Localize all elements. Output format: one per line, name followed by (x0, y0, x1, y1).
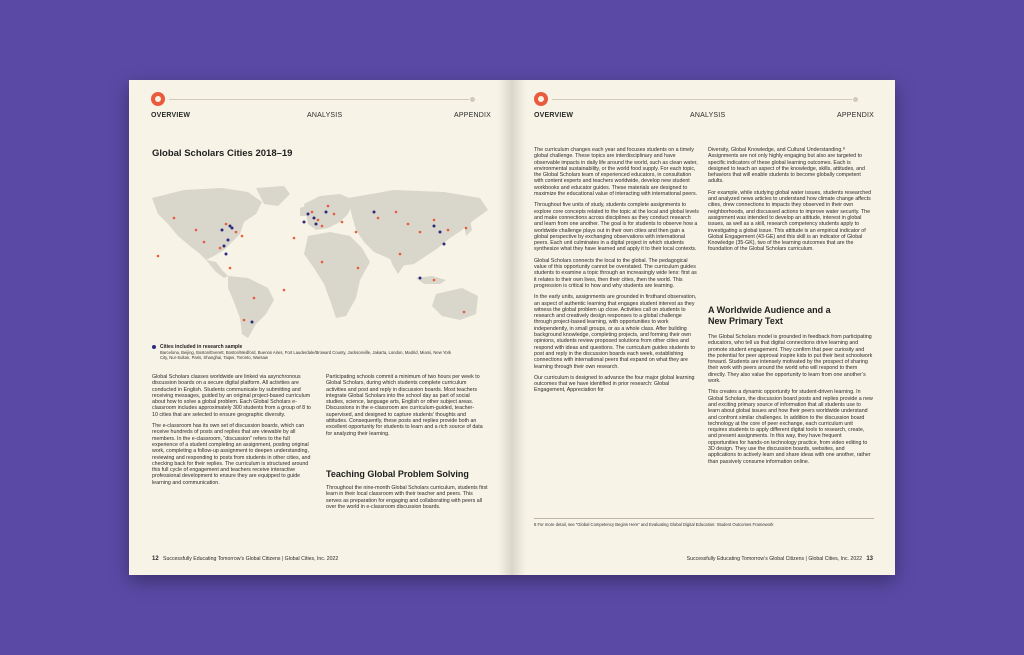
nav-analysis[interactable]: ANALYSIS (307, 112, 343, 119)
right-footer (687, 556, 873, 562)
left-column-2b (326, 485, 488, 515)
world-map (144, 184, 498, 342)
paragraph: Throughout five units of study, students complete assignments to explore core concepts related to the topic at the local and global levels and make connections across disciplines as they conduct research and learn from one another. The goal is for students to observe how a worldwide challenge plays out in their own cities and then gain a global perspective by exchanging observations with international peers. Each unit culminates in a digital project in which students synthesize what they have learned and apply it to their local contexts. (534, 202, 699, 253)
right-progress-nav (534, 92, 874, 122)
paragraph: For example, while studying global water issues, students researched and analyzed news articles to understand how climate change affects cities, drew connections to impacts they observed in their own neighborhoods, and discussed actions to improve water security. The assignment was intended to develop an attitude, interest in global issues, as well as a skill, research competency students apply to investigating a global issue. This attitude is an empirical indicator of Global Engagement (43-GE) and this skill is an indicator of Global Knowledge (35-GK), two of the learning outcomes that are the foundation of the Global Scholars curriculum. (708, 189, 872, 253)
uk-shape (300, 206, 306, 216)
central-america-shape (206, 260, 228, 278)
progress-end-marker (470, 97, 475, 102)
right-column-1 (534, 147, 699, 399)
left-page (129, 80, 512, 575)
right-column-2 (708, 147, 873, 258)
right-page (512, 80, 895, 575)
nav-analysis[interactable]: ANALYSIS (690, 112, 726, 119)
paragraph: Throughout the nine-month Global Scholars curriculum, students first learn in their local classroom with their teacher and peers. This serves as preparation for engaging and collaborating with peers all over the world in e-classroom discussion boards. (326, 485, 488, 510)
footer-text: Successfully Educating Tomorrow’s Global Citizens | Global Cities, Inc. 2022 (163, 556, 339, 562)
progress-line (169, 99, 469, 100)
paragraph: This creates a dynamic opportunity for student-driven learning. In Global Scholars, the discussion board posts and replies provide a new and exciting primary source of information that all students use to learn about global issues and how their peers worldwide understand and confront similar challenges. In addition to the discussion board technology at the core of peer exchange, each curriculum unit requires students to apply different digital tools to research, create, and present assignments. In this way, they have frequent opportunities for hands-on technology practice, from video editing to 3D design. They use the discussion boards, websites, and applications to actively learn and share ideas with one another, rather than passively consume information online. (708, 389, 873, 465)
progress-line (552, 99, 852, 100)
paragraph: Diversity, Global Knowledge, and Cultural Understanding.⁸ Assignments are not only highly engaging but also are targeted to specific indicators of these global learning outcomes. Each is designed to teach an aspect of the knowledge, skills, attitudes, and behaviors that will enable students to become globally competent adults. (708, 147, 865, 185)
left-footer (152, 556, 338, 562)
legend-title: Cities included in research sample (160, 344, 243, 350)
progress-current-marker (534, 92, 548, 106)
legend-dot (152, 345, 156, 349)
legend-cities: Barcelona, Beijing, Boston/Everett, Boston/Medford, Buenos Aires, Fort Lauderdale/Broward County, Jacksonville, Jakarta, London, Madrid, Miami, New York City, Nur-Sultan, Paris, Shanghai, Taipei, Toronto, Warsaw (160, 350, 452, 360)
paragraph: Participating schools commit a minimum of two hours per week to Global Scholars, during which students complete curriculum activities and post and reply in discussion boards. Most teachers integrate Global Scholars into the school day as part of social studies, science, language arts, English or other subject areas. Discussions in the e-classroom are curriculum-guided, teacher-supervised, and designed to capture students’ thoughts and attitudes. Consequently, these posts and replies provide both an excellent opportunity for students to learn and a rich source of data for analyzing their learning. (326, 374, 483, 437)
paragraph: In the early units, assignments are grounded in firsthand observation, an aspect of authentic learning that engages student interest as they witness the global problem up close. Activities call on students to research and creatively design responses to a global challenge through project-based learning, with opportunities to work independently, in small groups, or as a whole class. After building background knowledge, completing projects, and forming their own opinions, students review proposed solutions from other cities and respond with ideas and questions. The curriculum guides students to post and reply in the discussion boards each week, establishing connections with international peers that expand on what they are learning through their own research. (534, 294, 697, 370)
land-masses (152, 186, 488, 338)
page-number: 13 (866, 556, 873, 562)
page-number: 12 (152, 556, 159, 562)
section-heading: A Worldwide Audience and a New Primary Text (708, 305, 831, 326)
book-spread (129, 80, 895, 575)
right-column-2b (708, 334, 873, 470)
left-progress-nav (151, 92, 491, 122)
section-heading: Teaching Global Problem Solving (326, 469, 469, 479)
footnote: 8 For more detail, see “Global Competency Begins Here” and Evaluating Global Digital Education: Student Outcomes Framework (534, 522, 774, 527)
africa-shape (304, 232, 370, 318)
footer-text: Successfully Educating Tomorrow’s Global Citizens | Global Cities, Inc. 2022 (686, 556, 862, 562)
paragraph: Global Scholars connects the local to the global. The pedagogical value of this opportunity cannot be overstated. The curriculum guides students to examine a topic through an increasingly wide lens: first as it relates to their own lives, then their cities, then the world. This progression is critical to how and why students are learning. (534, 257, 697, 289)
paragraph: The curriculum changes each year and focuses students on a timely global challenge. These topics are interdisciplinary and have observable impacts in daily life around the world, such as clean water, environmental sustainability, or the world food supply. For each topic, the Global Scholars team of experienced educators, in consultation with content experts and teachers worldwide, develop new student workbooks and educator guides. These materials are designed to maximize the educational value of interacting with international peers. (534, 147, 698, 198)
nav-appendix[interactable]: APPENDIX (454, 112, 491, 119)
australia-shape (432, 288, 478, 320)
nav-overview[interactable]: OVERVIEW (534, 112, 574, 119)
progress-end-marker (853, 97, 858, 102)
south-america-shape (228, 276, 274, 338)
north-america-shape (152, 188, 262, 260)
progress-current-marker (151, 92, 165, 106)
paragraph: The e-classroom has its own set of discussion boards, which can receive hundreds of posts and replies that are viewable by all members. In the e-classroom, “discussion” refers to the full experience of a student completing an assignment, posting original work, completing a follow-up assignment to deepen understanding, reviewing and responding to posts from students in other cities, and checking back for their replies. The curriculum is structured around this full cycle of engagement and teachers receive interactive professional development to ensure they are equipped to guide learning and communication. (152, 423, 311, 486)
left-column-2 (326, 374, 488, 442)
footnote-rule (534, 518, 874, 519)
map-title: Global Scholars Cities 2018–19 (152, 148, 293, 159)
paragraph: The Global Scholars model is grounded in feedback from participating educators, who tell us that digital connections drive learning and promote student engagement. They confirm that peer curiosity and the potential for peer approval inspire kids to put their best schoolwork forward. Students are intensely motivated by the prospect of sharing their work with peers around the world who will respond to them directly. They also value the opportunity to learn from one another’s work. (708, 334, 873, 385)
paragraph: Our curriculum is designed to advance the four major global learning outcomes that we have identified in prior research: Global Engagement, Appreciation for (534, 374, 695, 394)
paragraph: Global Scholars classes worldwide are linked via asynchronous discussion boards on a secure digital platform. All activities are conducted in English. Students communicate by submitting and receiving messages, guided by an original project-based curriculum about how to solve a global problem. Each Global Scholars e-classroom includes approximately 300 students from a group of 8 to 10 cities that are selected to ensure geographic diversity. (152, 374, 311, 418)
nav-appendix[interactable]: APPENDIX (837, 112, 874, 119)
left-column-1 (152, 374, 312, 491)
nav-overview[interactable]: OVERVIEW (151, 112, 191, 119)
